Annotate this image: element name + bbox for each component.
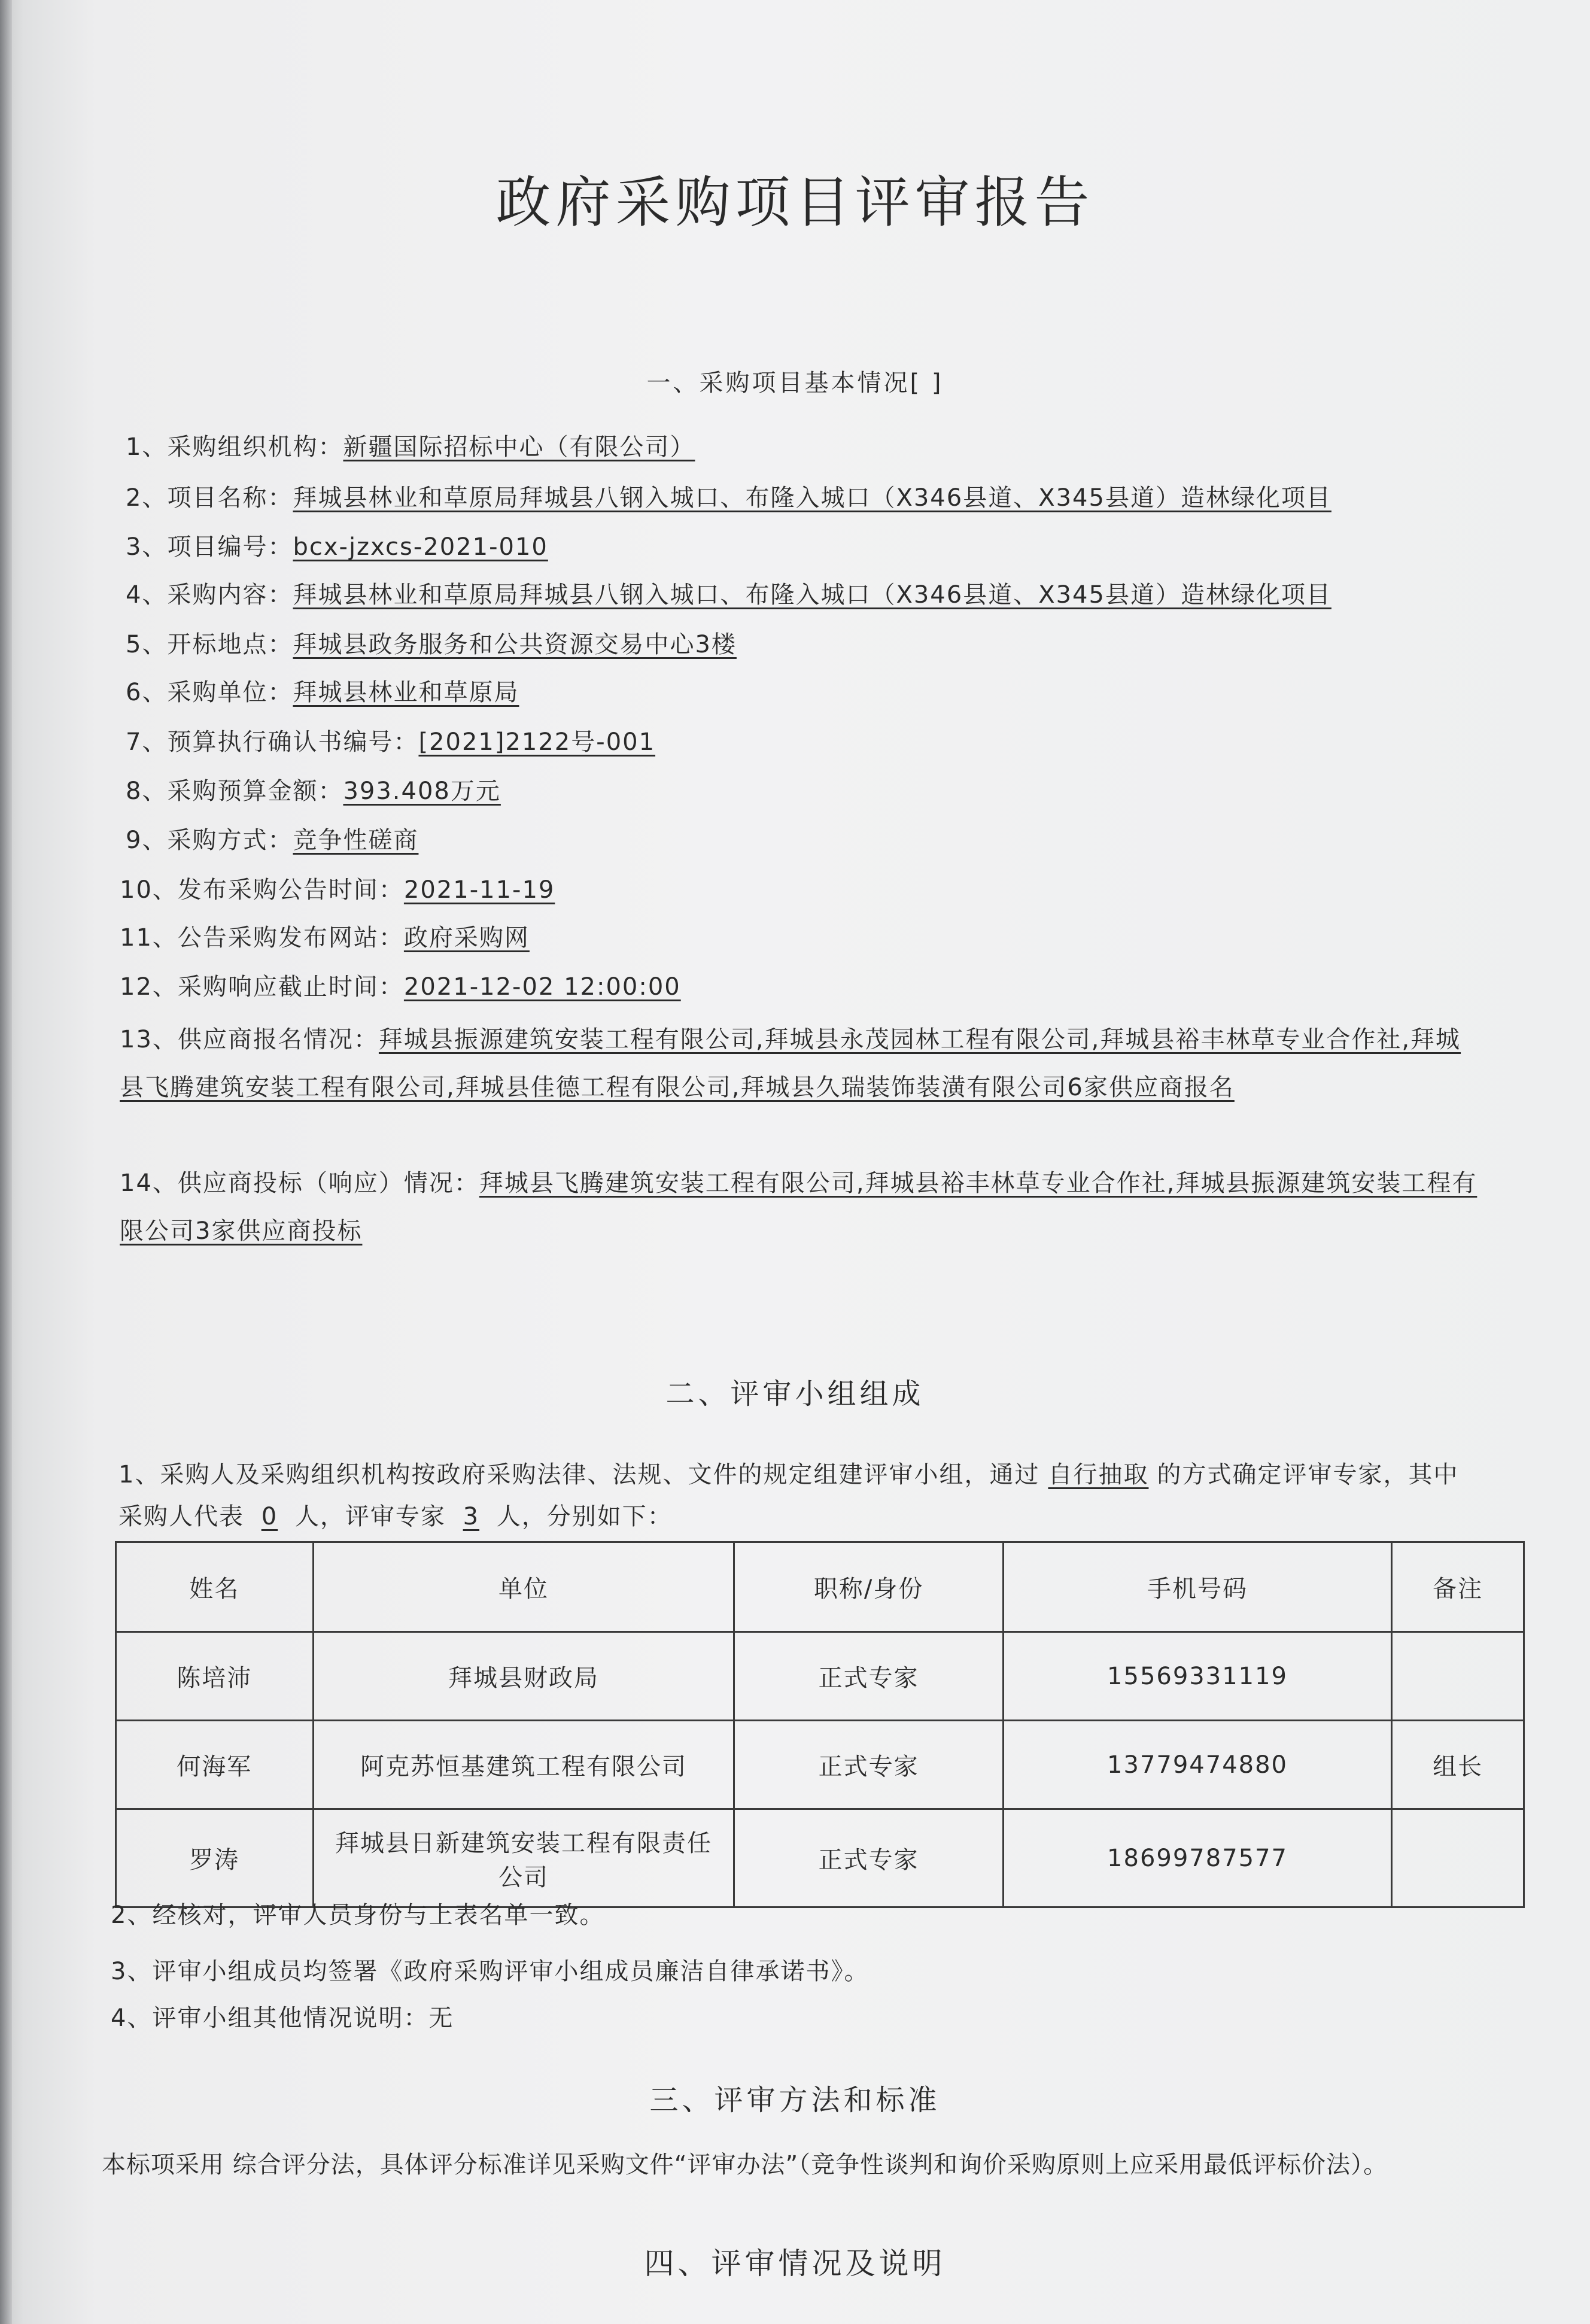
unit-line: 阿克苏恒基建筑工程有限公司	[360, 1753, 687, 1781]
table-row	[116, 1721, 1524, 1809]
item-3	[126, 528, 548, 562]
table-row	[116, 1632, 1524, 1721]
cell-note	[1392, 1809, 1524, 1907]
item-value: 拜城县林业和草原局	[293, 679, 519, 706]
page-title: 政府采购项目评审报告	[495, 171, 1095, 235]
item-label: 9、采购方式：	[126, 827, 293, 854]
cell-name: 何海军	[116, 1721, 314, 1809]
item-value: 拜城县飞腾建筑安装工程有限公司,拜城县裕丰林草专业合作社,拜城县振源建筑安装工程有	[479, 1169, 1477, 1197]
cell-note	[1392, 1632, 1524, 1721]
item-value: 2021-12-02 12:00:00	[403, 973, 681, 1001]
cell-phone: 18699787577	[1003, 1809, 1391, 1907]
text: 采购人代表	[118, 1503, 244, 1530]
header-role: 职称/身份	[734, 1542, 1003, 1632]
item-label: 13、供应商报名情况：	[120, 1026, 379, 1053]
cell-role: 正式专家	[734, 1721, 1003, 1809]
item-9	[126, 821, 418, 855]
section2-note-4: 4、评审小组其他情况说明：无	[111, 2004, 454, 2032]
item-value: 393.408万元	[343, 777, 501, 805]
expert-count: 3	[463, 1503, 480, 1530]
item-2	[126, 479, 1331, 513]
item-label: 4、采购内容：	[126, 581, 293, 609]
method-value: 综合评分法	[232, 2151, 355, 2179]
item-14-line1	[120, 1164, 1477, 1198]
item-label: 11、公告采购发布网站：	[120, 924, 404, 952]
item-value: [2021]2122号-001	[418, 728, 656, 756]
item-13-line2: 县飞腾建筑安装工程有限公司,拜城县佳德工程有限公司,拜城县久瑞装饰装潢有限公司6家供应商报名	[120, 1074, 1235, 1101]
header-unit: 单位	[313, 1542, 734, 1632]
header-phone: 手机号码	[1003, 1542, 1391, 1632]
unit-line: 公司	[498, 1863, 549, 1891]
item-label: 1、采购组织机构：	[126, 433, 343, 461]
item-label: 7、预算执行确认书编号：	[126, 728, 419, 756]
item-value: 拜城县林业和草原局拜城县八钢入城口、布隆入城口（X346县道、X345县道）造林绿化项目	[293, 484, 1331, 512]
text: 人，评审专家	[294, 1503, 446, 1530]
item-label: 14、供应商投标（响应）情况：	[120, 1169, 479, 1197]
section2-note-3: 3、评审小组成员均签署《政府采购评审小组成员廉洁自律承诺书》。	[111, 1958, 870, 1985]
item-label: 10、发布采购公告时间：	[120, 876, 404, 904]
text: ，具体评分标准详见采购文件“评审办法”（竞争性谈判和询价采购原则上应采用最低评标价法）。	[355, 2151, 1388, 2179]
cell-unit	[313, 1632, 734, 1721]
item-value: bcx-jzxcs-2021-010	[293, 533, 548, 561]
item-5	[126, 625, 737, 660]
item-label: 12、采购响应截止时间：	[120, 973, 404, 1001]
item-11	[120, 919, 530, 953]
cell-unit	[313, 1721, 734, 1809]
item-4	[126, 576, 1331, 610]
item-12	[120, 968, 681, 1002]
section3-paragraph	[102, 2146, 1388, 2180]
item-8	[126, 772, 501, 806]
cell-role: 正式专家	[734, 1809, 1003, 1907]
item-label: 6、采购单位：	[126, 679, 293, 706]
section1-heading: 一、采购项目基本情况[ ]	[646, 369, 944, 397]
text: 本标项采用	[102, 2151, 224, 2179]
cell-note: 组长	[1392, 1721, 1524, 1809]
item-13-line1	[120, 1020, 1461, 1055]
item-value: 拜城县林业和草原局拜城县八钢入城口、布隆入城口（X346县道、X345县道）造林绿化项目	[293, 581, 1331, 609]
unit-line: 拜城县日新建筑安装工程有限责任	[335, 1829, 712, 1857]
item-value: 2021-11-19	[403, 876, 555, 904]
text: 1、采购人及采购组织机构按政府采购法律、法规、文件的规定组建评审小组，通过	[118, 1461, 1040, 1488]
section4-heading: 四、评审情况及说明	[644, 2246, 946, 2281]
method-value: 自行抽取	[1048, 1461, 1149, 1488]
item-label: 2、项目名称：	[126, 484, 293, 512]
item-1	[126, 428, 695, 462]
cell-phone: 13779474880	[1003, 1721, 1391, 1809]
section3-heading: 三、评审方法和标准	[649, 2083, 941, 2117]
expert-table	[115, 1541, 1525, 1908]
text: 人，分别如下：	[496, 1503, 673, 1530]
header-name: 姓名	[116, 1542, 314, 1632]
representative-count: 0	[261, 1503, 278, 1530]
item-10	[120, 871, 555, 905]
section2-paragraph-line2	[118, 1497, 673, 1532]
header-note: 备注	[1392, 1542, 1524, 1632]
item-label: 3、项目编号：	[126, 533, 293, 561]
unit-line: 拜城县财政局	[448, 1664, 599, 1692]
text: 的方式确定评审专家，其中	[1157, 1461, 1459, 1488]
item-value: 新疆国际招标中心（有限公司）	[343, 433, 695, 461]
item-value: 竞争性磋商	[293, 827, 419, 854]
table-row	[116, 1809, 1524, 1907]
section2-heading: 二、评审小组组成	[665, 1377, 925, 1411]
paper-shadow-edge	[0, 0, 12, 2324]
cell-phone: 15569331119	[1003, 1632, 1391, 1721]
cell-role: 正式专家	[734, 1632, 1003, 1721]
item-6	[126, 673, 519, 707]
table-header-row	[116, 1542, 1524, 1632]
item-value: 拜城县振源建筑安装工程有限公司,拜城县永茂园林工程有限公司,拜城县裕丰林草专业合作社,拜城	[378, 1026, 1461, 1053]
item-7	[126, 723, 655, 757]
section2-note-2: 2、经核对，评审人员身份与上表名单一致。	[111, 1901, 605, 1929]
item-value: 拜城县政务服务和公共资源交易中心3楼	[293, 631, 737, 658]
cell-name: 罗涛	[116, 1809, 314, 1907]
item-label: 8、采购预算金额：	[126, 777, 343, 805]
item-14-line2: 限公司3家供应商投标	[120, 1217, 363, 1245]
item-value: 政府采购网	[403, 924, 530, 952]
cell-name: 陈培沛	[116, 1632, 314, 1721]
cell-unit	[313, 1809, 734, 1907]
section2-paragraph-line1	[118, 1456, 1458, 1490]
item-label: 5、开标地点：	[126, 631, 293, 658]
